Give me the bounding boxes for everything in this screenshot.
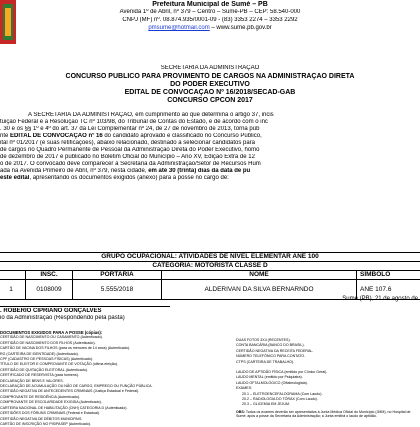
body-line: o de 2017. O convocado deve comparecer à Secretaria da Administração/Setor de Recursos Hum — [0, 161, 420, 168]
department-title: SECRETARIA DA ADMINISTRAÇÃO — [0, 65, 420, 72]
nome-header: NOME — [162, 271, 357, 280]
signatory-name: . ROBÉRIO CIPRIANO GONÇALVES — [0, 308, 102, 315]
observation-note — [236, 410, 416, 419]
convocation-table — [0, 252, 420, 300]
insc-header: INSC. — [26, 271, 73, 280]
list-item: CARTÃO DE VACINA DOS FILHOS (para os menores de 14 anos) (Autenticado). — [0, 346, 230, 351]
list-item: COMPROVANTE DE RESIDÊNCIA (Autenticado). — [0, 395, 230, 400]
list-item: EXAMES: — [236, 386, 420, 391]
category-title: CATEGORIA: MOTORISTA CLASSE D — [0, 262, 420, 271]
list-item: CPF (CADASTRO DE PESSOAS FÍSICAS) (Autenticado). — [0, 357, 230, 362]
emphasis: este edital — [0, 175, 29, 181]
body-line: este edital, apresentando os documentos exigidos (anexo) para a posse no cargo de: — [0, 175, 420, 182]
body-line: nte EDITAL DE CONVOCAÇÃO nº 16 do candidato aprovado e classificado no Concurso Público, — [0, 133, 420, 140]
list-item: 20.2 – RADIOLOGIA DO TÓRAX (Com Laudo). — [236, 397, 420, 402]
list-item: 20.3 – GLICEMIA EM JEJUM. — [236, 402, 420, 407]
body-line: ada na Avenida Primeiro de Abril, nº 379, nesta cidade, em até 30 (trinta) dias da data de pu — [0, 168, 420, 175]
list-item: DUAS FOTOS 3X4 (RECENTES). — [236, 338, 420, 343]
portaria-cell: 5.555/2018 — [73, 280, 162, 300]
simbolo-cell: ANE 107.6 — [357, 280, 420, 300]
list-item: NÚMERO TELEFÔNICO PARA CONTATO. — [236, 354, 420, 359]
list-item: CTPS (CARTEIRA DE TRABALHO). — [236, 360, 420, 365]
list-item: CERTIFICADO DE RESERVISTA (para homens). — [0, 373, 230, 378]
list-item: CERTIDÕES DOS FÓRUNS CRIMINAIS (Federal e Estadual). — [0, 411, 230, 416]
body-line: ital nº 01/2017 (e suas retificações), abaixo relacionado, destinado a selecionar candidatos para — [0, 140, 420, 147]
edict-heading: EDITAL DE CONVOCAÇÃO Nº 16/2018/SECAD-GAB — [0, 89, 420, 97]
num-header — [0, 271, 26, 280]
list-item: LAUDO MENTAL (emitido por Psiquiatra). — [236, 375, 420, 380]
list-item: CARTÃO DE INSCRIÇÃO NO PIS/PASEP (Autenticado). — [0, 422, 230, 427]
signature-line — [0, 306, 170, 307]
list-item: CERTIDÃO DE NASCIMENTO OU CASAMENTO (Autenticado). — [0, 335, 230, 340]
documents-right-column — [236, 338, 420, 419]
body-line: tuição Federal e a Resolução TC nº 103/98, do Tribunal de Contas do Estado, e de acordo com o inc — [0, 119, 420, 126]
body-line: de cargos no Quadro Permanente de Pessoal da Administração Direta do Poder Executivo, homo — [0, 147, 420, 154]
row-number: 1 — [0, 280, 26, 300]
list-item: 20.1 – ELETROENCEFALOGRAMA (Com Laudo). — [236, 392, 420, 397]
letterhead-contacts: CNPJ (MF) nº. 08.874.935/0001-09 - (83) 3353 2274 – 3353 2292 — [0, 17, 420, 24]
documents-heading: DOCUMENTOS EXIGIDOS PARA A POSSE (cópias): — [0, 330, 230, 335]
list-item: CONTA BANCÁRIA (BANCO DO BRASIL). — [236, 343, 420, 348]
simbolo-header: SÍMBOLO — [357, 271, 420, 280]
list-item: CERTIDÃO DE NASCIMENTO DOS FILHOS (Autenticado). — [0, 341, 230, 346]
list-item: RG (CARTEIRA DE IDENTIDADE) (Autenticado). — [0, 352, 230, 357]
list-item: CERTIDÃO DE QUITAÇÃO ELEITORAL (Autenticado). — [0, 368, 230, 373]
contest-heading-2: DO PODER EXECUTIVO — [0, 81, 420, 89]
list-item: CARTEIRA NACIONAL DE HABILITAÇÃO (CNH) CATEGORIA D (Autenticado). — [0, 406, 230, 411]
portaria-header: PORTARIA — [73, 271, 162, 280]
list-item: DECLARAÇÃO DE BENS E VALORES. — [0, 379, 230, 384]
insc-cell: 0108009 — [26, 280, 73, 300]
list-item: TÍTULO DE ELEITOR E COMPROVANTE DE VOTAÇÃO (última eleição). — [0, 362, 230, 367]
contest-heading-1: CONCURSO PÚBLICO PARA PROVIMENTO DE CARGOS NA ADMINISTRAÇÃO DIRETA — [0, 73, 420, 81]
list-item: CERTIDÃO NEGATIVA DE ANTECEDENTES CRIMINAIS (Justiça Estadual e Federal). — [0, 389, 230, 394]
list-item: COMPROVANTE DE ESCOLARIDADE EXIGIDA (Autenticado). — [0, 400, 230, 405]
nome-cell: ALDERIVAN DA SILVA BERNARNDO — [162, 280, 357, 300]
list-item: LAUDO OFTALMOLÓGICO (Oftalmologista). — [236, 381, 420, 386]
group-title: GRUPO OCUPACIONAL: ATIVIDADES DE NÍVEL ELEMENTAR ANE 100 — [0, 253, 420, 262]
emphasis: em até 30 (trinta) dias da data de pu — [148, 168, 250, 174]
emphasis: EDITAL DE CONVOCAÇÃO nº 16 — [10, 133, 103, 139]
website-text: – www.sume.pb.gov.br — [210, 25, 272, 31]
observation-label: OBS: — [236, 410, 245, 414]
list-item: LAUDO DE APTIDÃO FÍSICA (emitido por Clínico Geral). — [236, 370, 420, 375]
body-line: . 30 e os §§ 1º e 4º do art. 37 da Lei Complementar nº 24, de 27 de novembro de 2013, torna púb — [0, 126, 420, 133]
observation-text: Todos os exames deverão ser apresentados à Junta Médica Oficial do Município (JMM), no Hospital de Sumé; após a posse da Secretaria da Administração; a Junta emitirá o laudo de aptidão. — [236, 410, 411, 419]
signatory-role: io da Administração (Respondendo pela pasta) — [0, 315, 125, 322]
contest-name: CONCURSO CPCON 2017 — [0, 97, 420, 105]
body-line: de dezembro de 2017 e publicado no Boletim Oficial do Município – Ano XV, Edição Extra de 12 — [0, 154, 420, 161]
list-item: DECLARAÇÃO DE ACUMULAÇÃO OU NÃO DE CARGO, EMPREGO OU FUNÇÃO PÚBLICA. — [0, 384, 230, 389]
body-line: A SECRETARIA DA ADMINISTRAÇÃO, em cumprimento ao que determina o artigo 37, incis — [0, 112, 420, 119]
letterhead-web-line — [0, 25, 420, 32]
email-link[interactable]: pmsume@hotmail.com — [148, 25, 209, 31]
place-date: Sumé (PB), 21 de agosto de — [342, 296, 418, 303]
documents-left-column — [0, 330, 230, 427]
list-item: CERTIDÃO NEGATIVA DA RECEITA FEDERAL. — [236, 349, 420, 354]
list-item: CERTIDÃO NEGATIVA DE DÉBITOS MUNICIPAIS. — [0, 417, 230, 422]
letterhead-title: Prefeitura Municipal de Sumé – PB — [0, 1, 420, 9]
letterhead-address: Avenida 1º de Abril, nº 379 – Centro – Sumé-PB – CEP: 58.540-000 — [0, 9, 420, 16]
body-text — [0, 112, 420, 182]
